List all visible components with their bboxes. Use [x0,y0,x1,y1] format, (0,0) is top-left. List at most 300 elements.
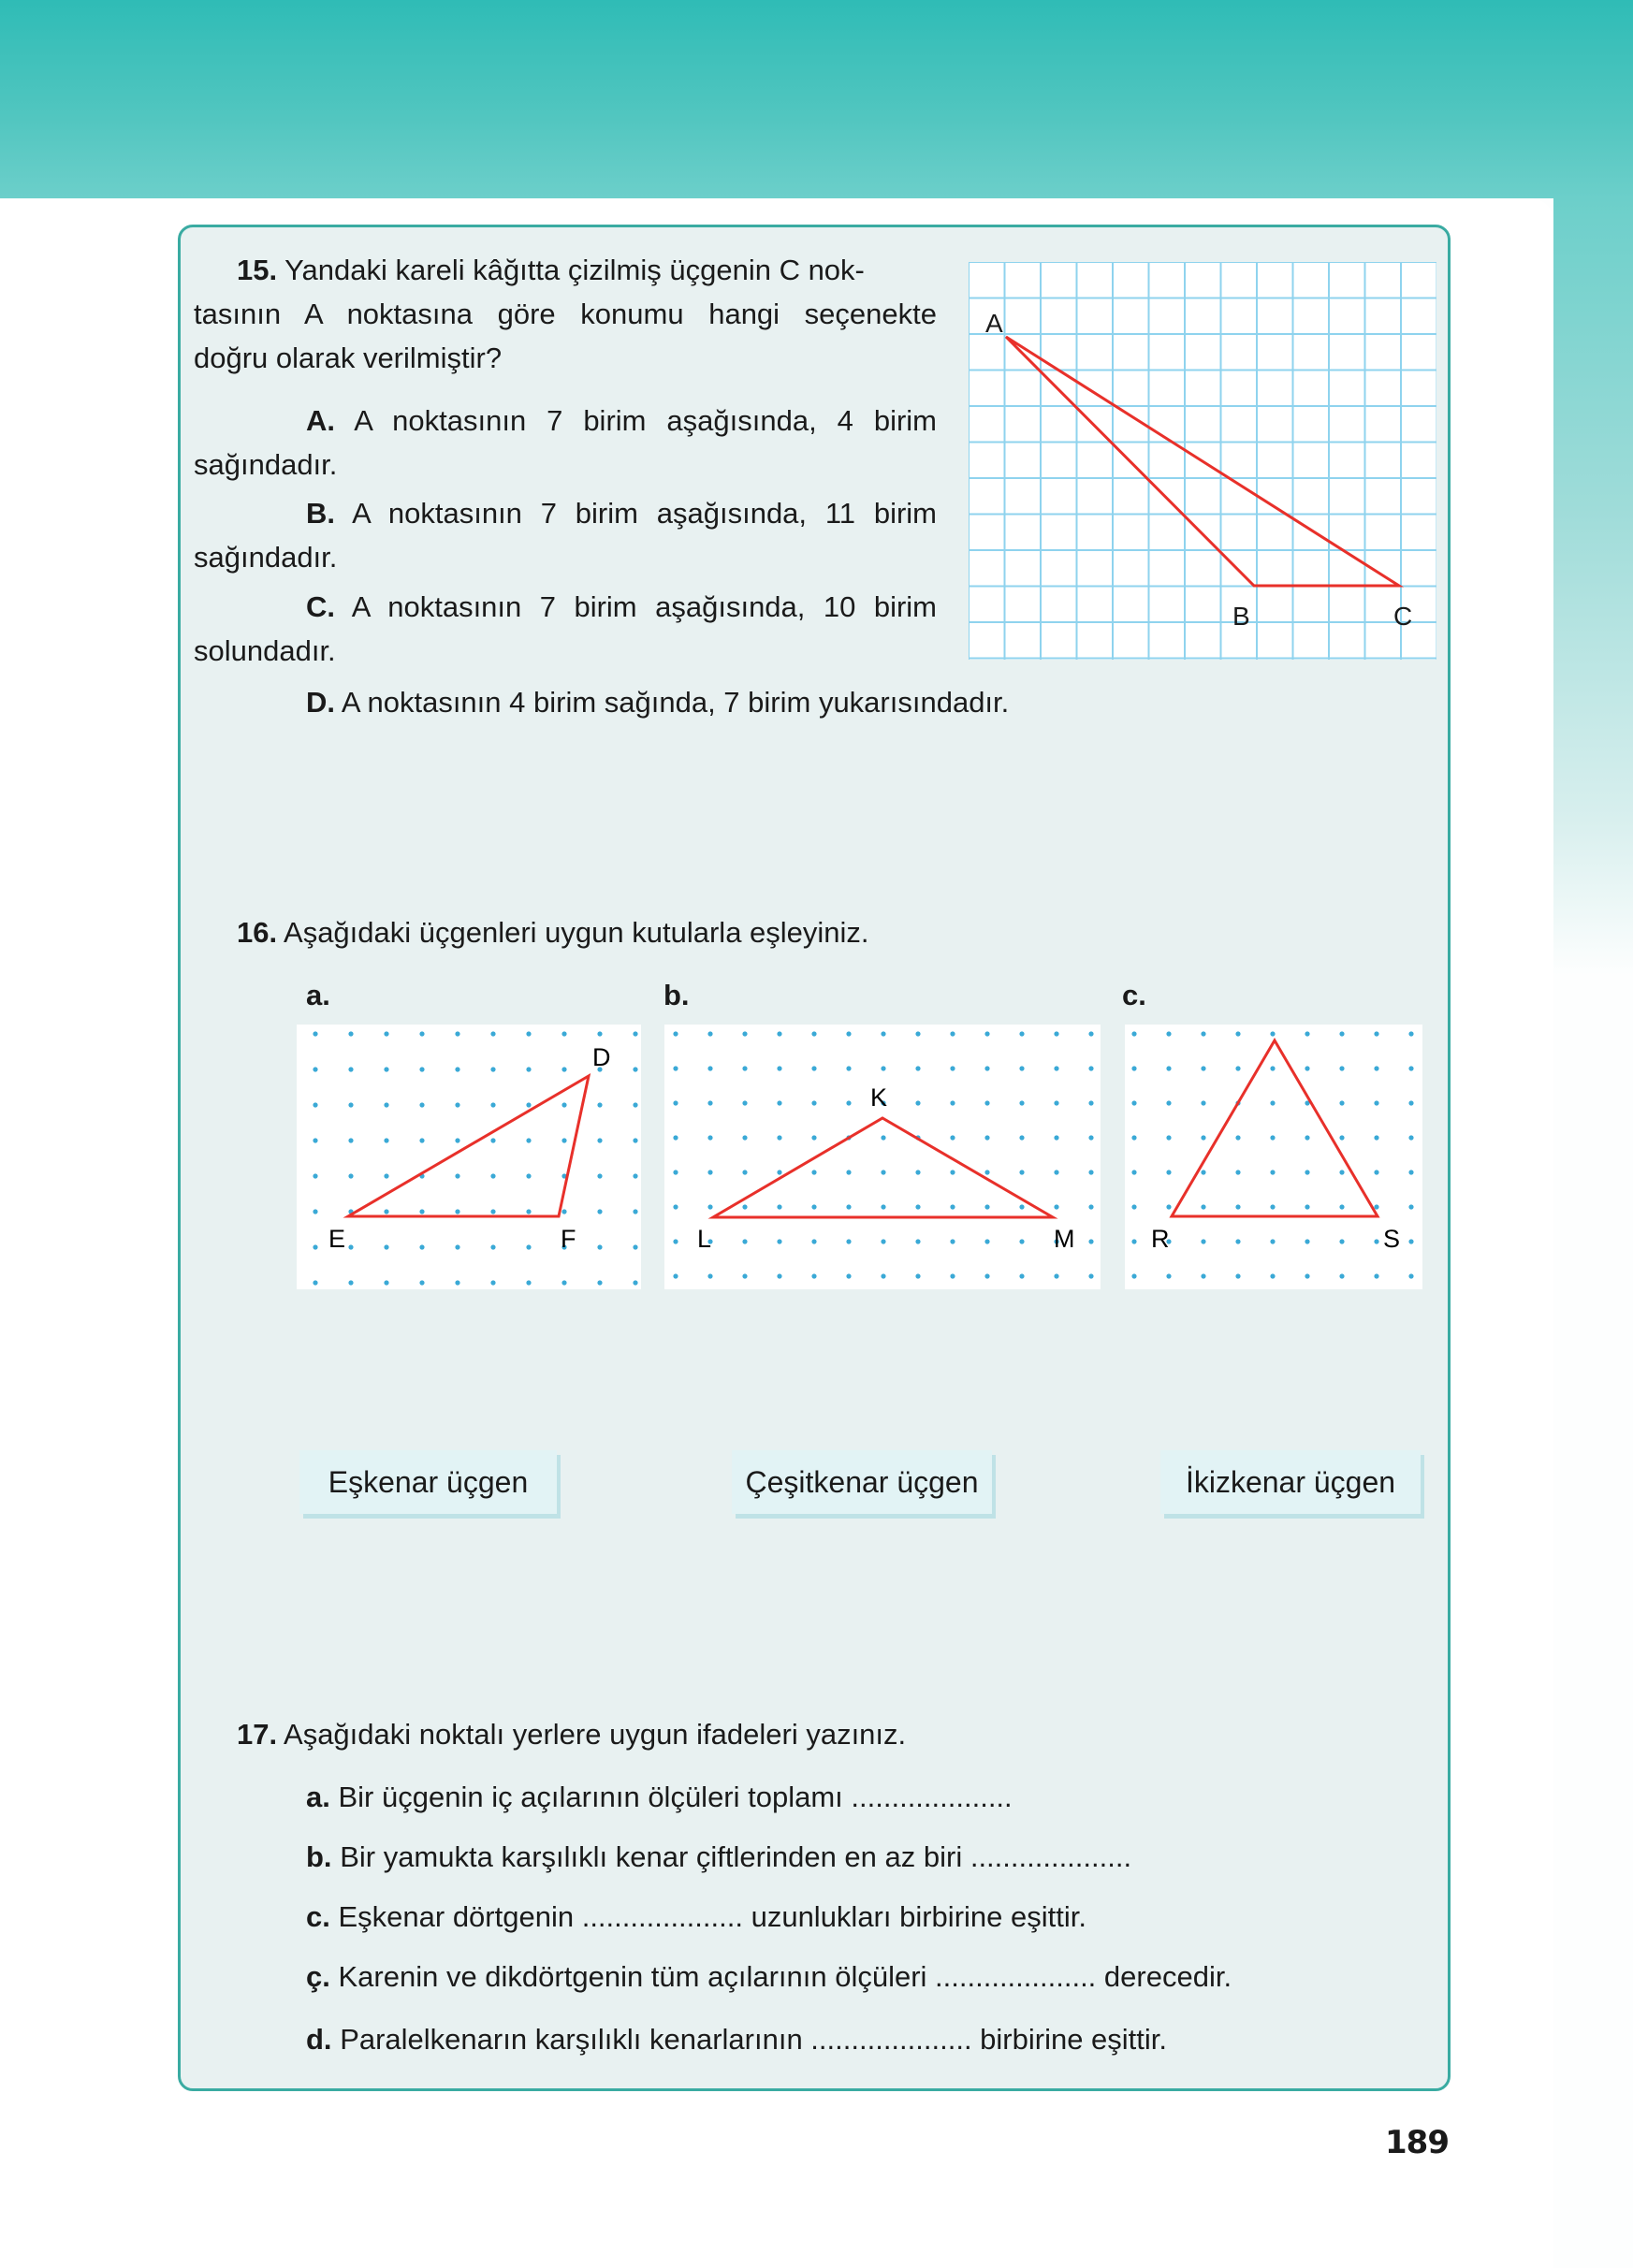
vertex-d: D [592,1043,611,1071]
item-key: c. [306,1900,330,1933]
grid-dot [1201,1204,1205,1209]
grid-dot [1408,1170,1413,1174]
grid-dot [313,1067,317,1071]
grid-dot [1131,1170,1136,1174]
grid-dot [313,1173,317,1178]
grid-dot [1374,1273,1378,1278]
grid-dot [1019,1239,1024,1243]
item-after: derecedir. [1096,1960,1232,1993]
grid-dot [984,1204,989,1209]
vertex-m: M [1054,1225,1075,1253]
grid-dot [597,1280,602,1285]
grid-dot [633,1102,637,1107]
grid-dot [490,1173,495,1178]
grid-dot [1019,1273,1024,1278]
grid-dot [673,1031,678,1036]
grid-dot [1235,1170,1240,1174]
grid-dot [707,1066,712,1070]
grid-dot [419,1209,424,1214]
item-after: birbirine eşittir. [971,2023,1168,2056]
grid-dot [597,1102,602,1107]
grid-dot [777,1170,781,1174]
option-text: A noktasının 7 birim aşağısında, 11 birim [352,497,938,530]
q17-item-d [306,2017,1167,2062]
q15-stem-line1: Yandaki kareli kâğıtta çizilmiş üçgenin C nok- [284,254,865,286]
triangle-def [348,1076,589,1216]
grid-dot [915,1100,920,1105]
grid-dot [846,1273,851,1278]
grid-dot [673,1135,678,1140]
q17-number: 17. [237,1718,278,1751]
grid-dot [313,1209,317,1214]
grid-dot [811,1170,816,1174]
grid-dot [846,1204,851,1209]
grid-dot [1088,1170,1093,1174]
grid-dot [633,1031,637,1036]
grid-dot [1201,1239,1205,1243]
grid-dot [1305,1135,1309,1140]
grid-dot [1201,1170,1205,1174]
q16-number: 16. [237,916,278,949]
grid-dot [1235,1239,1240,1243]
grid-dot [1305,1031,1309,1036]
q17-stem-line [237,1712,906,1757]
grid-dot [1270,1273,1275,1278]
grid-dot [313,1031,317,1036]
grid-dot [384,1209,388,1214]
grid-dot [348,1031,353,1036]
grid-dot [742,1135,747,1140]
grid-dot [419,1031,424,1036]
option-key: B. [306,497,335,530]
q15-option-d [306,680,1009,725]
grid-dot [1201,1100,1205,1105]
grid-dot [313,1102,317,1107]
grid-dot [490,1067,495,1071]
q15-option-a [306,399,937,443]
grid-dot [455,1031,459,1036]
grid-dot [1201,1031,1205,1036]
grid-dot [597,1031,602,1036]
grid-dot [490,1280,495,1285]
grid-dot [777,1135,781,1140]
grid-dot [811,1239,816,1243]
grid-dot [707,1170,712,1174]
grid-dot [742,1031,747,1036]
triangle-klm [713,1118,1053,1217]
grid-dot [1166,1204,1171,1209]
grid-dot [707,1273,712,1278]
grid-dot [811,1135,816,1140]
grid-dot [1166,1066,1171,1070]
grid-dot [881,1170,885,1174]
item-after: uzunlukları birbirine eşittir. [742,1900,1086,1933]
grid-dot [1339,1135,1344,1140]
grid-dot [1374,1100,1378,1105]
label-a: A [985,309,1003,338]
grid-dot [1235,1135,1240,1140]
grid-dot [777,1204,781,1209]
grid-dot [1235,1273,1240,1278]
grid-dot [1201,1135,1205,1140]
grid-dot [1270,1204,1275,1209]
grid-dot [348,1067,353,1071]
grid-dot [811,1066,816,1070]
q16-figure-c [1125,1025,1422,1289]
label-c: C [1393,602,1413,631]
grid-dot [1019,1031,1024,1036]
grid-dot [881,1239,885,1243]
grid-dot [419,1280,424,1285]
grid-dot [1088,1204,1093,1209]
grid-dot [777,1100,781,1105]
grid-dot [1054,1170,1058,1174]
grid-dot [881,1031,885,1036]
grid-dot [1374,1066,1378,1070]
grid-dot [984,1170,989,1174]
grid-dot [1019,1170,1024,1174]
vertex-r: R [1151,1225,1170,1253]
grid-dot [1166,1273,1171,1278]
q15-line1 [237,248,937,293]
grid-dot [950,1273,955,1278]
grid-dot [490,1209,495,1214]
grid-dot [1131,1204,1136,1209]
q17-item-a [306,1775,1013,1820]
grid-dot [526,1209,531,1214]
grid-dot [846,1066,851,1070]
grid-dot [742,1239,747,1243]
grid-dot [707,1204,712,1209]
grid-dot [1235,1031,1240,1036]
grid-dot [1131,1031,1136,1036]
q16-figure-b [664,1025,1101,1289]
grid-dot [707,1100,712,1105]
grid-dot [742,1170,747,1174]
grid-dot [1270,1031,1275,1036]
grid-dot [673,1170,678,1174]
grid-dot [633,1138,637,1142]
q17-item-c [306,1895,1086,1940]
vertex-f: F [561,1225,576,1253]
grid-dot [777,1273,781,1278]
grid-dot [742,1273,747,1278]
grid-dot [1166,1135,1171,1140]
grid-dot [384,1102,388,1107]
grid-dot [1374,1031,1378,1036]
grid-dot [1166,1031,1171,1036]
grid-dot [1374,1170,1378,1174]
grid-dot [707,1135,712,1140]
grid-dot [1305,1066,1309,1070]
grid-dot [1339,1204,1344,1209]
label-b: B [1232,602,1250,631]
grid-dot [1131,1066,1136,1070]
grid-dot [1019,1100,1024,1105]
grid-dot [777,1239,781,1243]
vertex-s: S [1383,1225,1401,1253]
grid-dot [777,1066,781,1070]
grid-dot [561,1209,566,1214]
page-number: 189 [1385,2124,1449,2161]
grid-dot [526,1244,531,1249]
grid-dot [384,1280,388,1285]
box-ikizkenar[interactable]: İkizkenar üçgen [1160,1450,1421,1514]
option-text: A noktasının 7 birim aşağısında, 10 birim [351,590,938,623]
grid-dot [1305,1170,1309,1174]
q15-option-c [306,585,937,630]
grid-dot [526,1138,531,1142]
grid-dot [1201,1066,1205,1070]
grid-dot [490,1102,495,1107]
grid-dot [313,1138,317,1142]
grid-dot [984,1066,989,1070]
grid-dot [984,1239,989,1243]
q17-item-c-cedilla [306,1955,1232,1999]
grid-dot [1054,1273,1058,1278]
vertex-e: E [328,1225,346,1253]
grid-dot [419,1244,424,1249]
item-text: Bir yamukta karşılıklı kenar çiftlerinden en az biri .................... [340,1840,1132,1873]
grid-dot [348,1244,353,1249]
grid-dot [846,1031,851,1036]
grid-dot [561,1138,566,1142]
grid-dot [1408,1135,1413,1140]
side-gradient [1553,198,1633,975]
grid-dot [1270,1100,1275,1105]
grid-dot [561,1067,566,1071]
grid-dot [881,1273,885,1278]
grid-dot [561,1031,566,1036]
grid-dot [1054,1031,1058,1036]
grid-dot [1088,1066,1093,1070]
item-key: a. [306,1781,330,1813]
grid-dot [1166,1100,1171,1105]
grid-dot [673,1100,678,1105]
grid-dot [419,1102,424,1107]
grid-dot [1339,1031,1344,1036]
q17-item-b [306,1835,1131,1880]
grid-dot [419,1138,424,1142]
grid-dot [384,1138,388,1142]
q16-figure-a [297,1025,641,1289]
item-text: Bir üçgenin iç açılarının ölçüleri toplamı .................... [338,1781,1013,1813]
grid-dot [950,1100,955,1105]
vertex-k: K [870,1083,888,1112]
grid-dot [526,1067,531,1071]
grid-dot [526,1280,531,1285]
grid-dot [811,1273,816,1278]
grid-dot [1339,1273,1344,1278]
grid-dot [455,1209,459,1214]
grid-dot [455,1138,459,1142]
q15-option-b-cont: sağındadır. [194,541,338,574]
grid-dot [1019,1135,1024,1140]
grid-dot [1235,1066,1240,1070]
grid-dot [1408,1239,1413,1243]
grid-dot [811,1100,816,1105]
grid-dot [1339,1066,1344,1070]
item-text: Karenin ve dikdörtgenin tüm açılarının ölçüleri .................... [338,1960,1097,1993]
grid-dot [742,1100,747,1105]
q16-fig-b-key: b. [663,979,690,1011]
q15-option-c-cont: solundadır. [194,634,336,667]
grid-dot [846,1170,851,1174]
grid-dot [707,1031,712,1036]
grid-dot [490,1138,495,1142]
grid-dot [1270,1170,1275,1174]
grid-dot [811,1204,816,1209]
grid-dot [490,1031,495,1036]
option-key: D. [306,686,335,719]
option-text: A noktasının 4 birim sağında, 7 birim yukarısındadır. [341,686,1010,719]
grid-dot [633,1280,637,1285]
grid-dot [526,1031,531,1036]
grid-dot [673,1239,678,1243]
grid-dot [1339,1239,1344,1243]
grid-dot [633,1067,637,1071]
header-band [0,0,1633,198]
grid-dot [1305,1239,1309,1243]
q15-stem-line2: tasının A noktasına göre konumu hangi seçenekte [194,298,937,330]
grid-dot [915,1239,920,1243]
grid-dot [1088,1135,1093,1140]
grid-dot [1054,1100,1058,1105]
grid-dot [950,1239,955,1243]
q15-stem-line3: doğru olarak verilmiştir? [194,342,503,374]
grid-dot [1408,1204,1413,1209]
grid-dot [313,1280,317,1285]
grid-dot [384,1173,388,1178]
grid-dot [1054,1066,1058,1070]
item-text: Eşkenar dörtgenin .................... [338,1900,743,1933]
grid-dot [1374,1135,1378,1140]
grid-dot [1131,1135,1136,1140]
grid-dot [673,1273,678,1278]
grid-dot [1270,1135,1275,1140]
grid-dot [950,1031,955,1036]
grid-dot [348,1102,353,1107]
grid-dot [1088,1273,1093,1278]
grid-dot [1166,1170,1171,1174]
grid-dot [915,1066,920,1070]
box-eskenar[interactable]: Eşkenar üçgen [299,1450,557,1514]
grid-dot [1374,1239,1378,1243]
item-text: Paralelkenarın karşılıklı kenarlarının .................... [340,2023,972,2056]
grid-dot [597,1244,602,1249]
grid-dot [915,1170,920,1174]
grid-dot [881,1204,885,1209]
grid-dot [1339,1100,1344,1105]
q16-stem-line [237,910,869,955]
grid-dot [348,1138,353,1142]
vertex-l: L [697,1225,712,1253]
grid-dot [1408,1100,1413,1105]
grid-dot [1235,1204,1240,1209]
grid-dot [597,1138,602,1142]
grid-dot [597,1209,602,1214]
grid-dot [1270,1066,1275,1070]
grid-dot [1339,1170,1344,1174]
grid-dot [881,1066,885,1070]
grid-dot [633,1244,637,1249]
grid-dot [384,1067,388,1071]
q15-grid-figure [969,262,1436,660]
grid-dot [1374,1204,1378,1209]
grid-dot [1019,1066,1024,1070]
grid-dot [950,1135,955,1140]
grid-dot [1305,1273,1309,1278]
q15-option-a-cont: sağındadır. [194,448,338,481]
q17-stem: Aşağıdaki noktalı yerlere uygun ifadeleri yazınız. [284,1718,907,1751]
q15-option-b [306,491,937,536]
grid-dot [950,1204,955,1209]
grid-dot [455,1102,459,1107]
grid-dot [915,1273,920,1278]
grid-dot [633,1173,637,1178]
grid-dot [561,1280,566,1285]
grid-dot [419,1067,424,1071]
grid-dot [633,1209,637,1214]
grid-dot [1054,1135,1058,1140]
grid-dot [1019,1204,1024,1209]
box-cesitkenar[interactable]: Çeşitkenar üçgen [732,1450,992,1514]
grid-dot [561,1102,566,1107]
grid-dot [384,1031,388,1036]
grid-dot [1270,1239,1275,1243]
grid-dot [777,1031,781,1036]
item-key: ç. [306,1960,330,1993]
item-key: b. [306,1840,332,1873]
grid-dot [846,1239,851,1243]
grid-dot [984,1031,989,1036]
q16-stem: Aşağıdaki üçgenleri uygun kutularla eşleyiniz. [284,916,869,949]
grid-dot [950,1066,955,1070]
grid-dot [384,1244,388,1249]
grid-dot [455,1067,459,1071]
grid-dot [455,1173,459,1178]
grid-dot [846,1100,851,1105]
grid-dot [673,1204,678,1209]
grid-dot [1054,1204,1058,1209]
grid-dot [1408,1273,1413,1278]
grid-dot [915,1031,920,1036]
option-text: A noktasının 7 birim aşağısında, 4 birim [354,404,937,437]
option-key: A. [306,404,335,437]
grid-dot [597,1173,602,1178]
grid-dot [526,1102,531,1107]
grid-dot [673,1066,678,1070]
grid-dot [1305,1204,1309,1209]
grid-dot [984,1273,989,1278]
grid-dot [490,1244,495,1249]
grid-dot [915,1204,920,1209]
grid-dot [1131,1100,1136,1105]
grid-dot [1088,1239,1093,1243]
q16-fig-c-key: c. [1122,979,1146,1011]
grid-dot [1408,1031,1413,1036]
grid-dot [455,1280,459,1285]
grid-dot [742,1204,747,1209]
grid-dot [455,1244,459,1249]
q16-fig-a-key: a. [306,979,330,1011]
grid-dot [950,1170,955,1174]
grid-dot [811,1031,816,1036]
grid-dot [881,1135,885,1140]
grid-dot [984,1100,989,1105]
q15-number: 15. [237,254,278,286]
grid-dot [526,1173,531,1178]
